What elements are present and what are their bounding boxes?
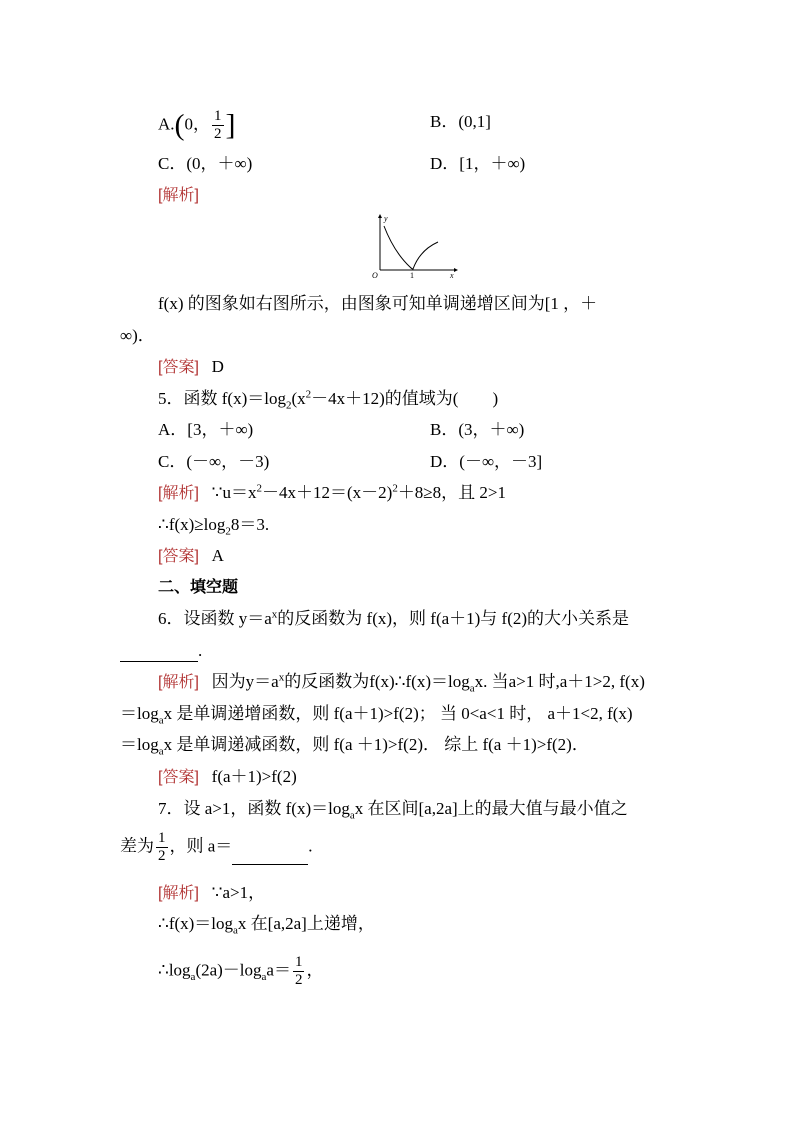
q6-analysis-line2: $=\log_ax$ 是单调递增函数，则 f(a＋1)>f(2)； 当 0<a<1 时， a＋1<2, f(x)	[120, 704, 633, 727]
graph-x-label: x	[450, 271, 454, 280]
answer-tag: [答案]	[158, 548, 199, 565]
q5-option-d: D．(－∞，－3]	[430, 452, 543, 471]
q4-option-c: C．(0，＋∞)	[158, 154, 253, 173]
q5-option-a: A．[3，＋∞)	[158, 420, 254, 439]
q6-stem-line2: .	[120, 640, 202, 662]
q5-answer: [答案] A	[158, 546, 224, 565]
fraction: $\frac{1}{2}$	[158, 830, 166, 864]
analysis-tag: [解析]	[158, 485, 199, 502]
fraction: $\frac{1}{2}$	[214, 108, 222, 142]
section-heading: 二、填空题	[158, 579, 239, 596]
analysis-tag: [解析]	[158, 885, 199, 902]
q7-stem-line2: 差为 $\frac{1}{2}$ ，则 a＝ .	[120, 830, 313, 864]
q6-analysis-line3: $=\log_ax$ 是单调递减函数，则 f(a ＋1)>f(2)． 综上 f(a ＋1)>f(2)．	[120, 735, 589, 758]
q4-option-d: D．[1，＋∞)	[430, 154, 526, 173]
graph-tick-label: 1	[410, 271, 414, 280]
q6-analysis-line1: [解析] 因为$y=a^x$的反函数为$f(x)\therefore f(x)=\log_ax$. 当a>1 时,a＋1>2, f(x)	[158, 671, 645, 695]
answer-tag: [答案]	[158, 359, 199, 376]
q5-analysis-line2: $\therefore f(x)\ge\log_28=3$.	[158, 515, 270, 538]
q7-analysis-line2: $\therefore f(x)=\log_ax$ 在[a,2a]上递增，	[158, 914, 375, 937]
q4-answer: [答案] D	[158, 357, 224, 376]
q4-explanation-line1: f(x) 的图象如右图所示，由图象可知单调递增区间为[1 ，＋	[158, 294, 598, 313]
answer-blank[interactable]	[120, 643, 198, 662]
q4-explanation-line2: ∞)．	[120, 326, 155, 345]
q4-analysis-tag: [解析]	[158, 187, 199, 204]
function-graph	[368, 212, 460, 280]
q5-option-c: C．(－∞，－3)	[158, 452, 270, 471]
q7-analysis-line3: $\therefore\log_a(2a)-\log_aa=$ $\frac{1}{2}$ ，	[158, 954, 324, 988]
q7-analysis-line1: [解析] ∵a>1，	[158, 883, 266, 902]
answer-blank[interactable]	[232, 846, 308, 865]
fraction: $\frac{1}{2}$	[294, 954, 303, 988]
q4-option-b: B．(0,1]	[430, 112, 491, 131]
answer-tag: [答案]	[158, 769, 199, 786]
graph-y-label: y	[384, 214, 388, 223]
q5-option-b: B．(3，＋∞)	[430, 420, 525, 439]
q7-stem-line1: 7．设 a>1，函数 $f(x)=\log_ax$ 在区间[a,2a]上的最大值与最小值之	[158, 799, 628, 822]
q5-stem: 5．函数 $f(x)=\log_2(x^2-4x+12)$的值域为( )	[158, 388, 499, 412]
analysis-tag: [解析]	[158, 674, 199, 691]
q6-stem-line1: 6．设函数 $y=a^x$的反函数为 f(x)，则 f(a＋1)与 f(2)的大小关系是	[158, 608, 630, 628]
graph-origin-label: O	[372, 271, 378, 280]
q4-option-a: A.(0， $\frac{1}{2}$ ]	[158, 108, 236, 142]
q6-answer: [答案] f(a＋1)>f(2)	[158, 767, 297, 786]
q5-analysis-line1: [解析] $\because u=x^2-4x+12=(x-2)^2+8\ge 8$，且 2>1	[158, 482, 506, 502]
